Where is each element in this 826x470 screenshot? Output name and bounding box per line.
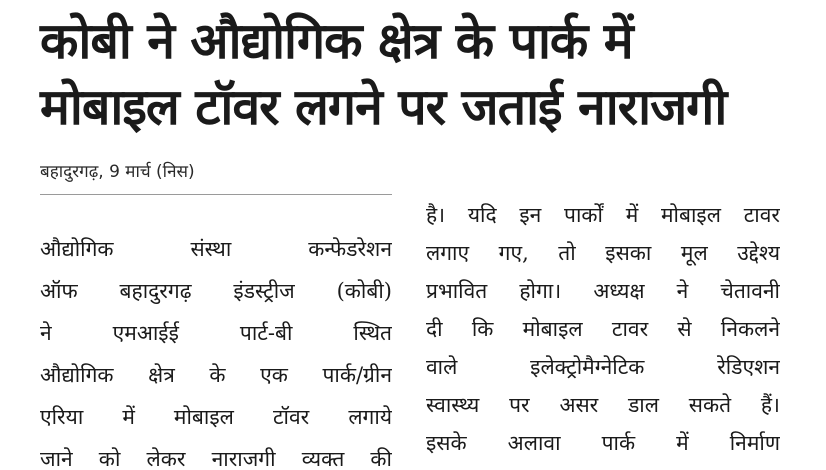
text-line: इसके अलावा पार्क में निर्माण xyxy=(426,431,780,455)
headline-line-1: कोबी ने औद्योगिक क्षेत्र के पार्क में xyxy=(40,12,633,70)
headline-line-2: मोबाइल टॉवर लगने पर जताई नाराजगी xyxy=(40,78,727,136)
text-line: ने एमआईई पार्ट-बी स्थित xyxy=(40,321,392,345)
dateline-divider xyxy=(40,194,392,195)
article-column-right xyxy=(426,196,780,462)
text-line: प्रभावित होगा। अध्यक्ष ने चेतावनी xyxy=(426,279,780,303)
text-line: लगाए गए, तो इसका मूल उद्देश्य xyxy=(426,241,780,265)
article-dateline: बहादुरगढ़, 9 मार्च (निस) xyxy=(40,162,195,182)
text-line: जाने को लेकर नाराजगी व्यक्त की xyxy=(40,447,392,470)
text-line: औद्योगिक संस्था कन्फेडरेशन xyxy=(40,237,392,261)
article-headline xyxy=(40,8,800,140)
text-line: औद्योगिक क्षेत्र के एक पार्क/ग्रीन xyxy=(40,363,392,387)
text-line: वाले इलेक्ट्रोमैग्नेटिक रेडिएशन xyxy=(426,355,780,379)
text-line: है। यदि इन पार्कों में मोबाइल टावर xyxy=(426,203,780,227)
text-line: दी कि मोबाइल टावर से निकलने xyxy=(426,317,780,341)
article-column-left xyxy=(40,228,392,470)
text-line: ऑफ बहादुरगढ़ इंडस्ट्रीज (कोबी) xyxy=(40,279,392,303)
text-line: स्वास्थ्य पर असर डाल सकते हैं। xyxy=(426,393,780,417)
text-line: एरिया में मोबाइल टॉवर लगाये xyxy=(40,405,392,429)
